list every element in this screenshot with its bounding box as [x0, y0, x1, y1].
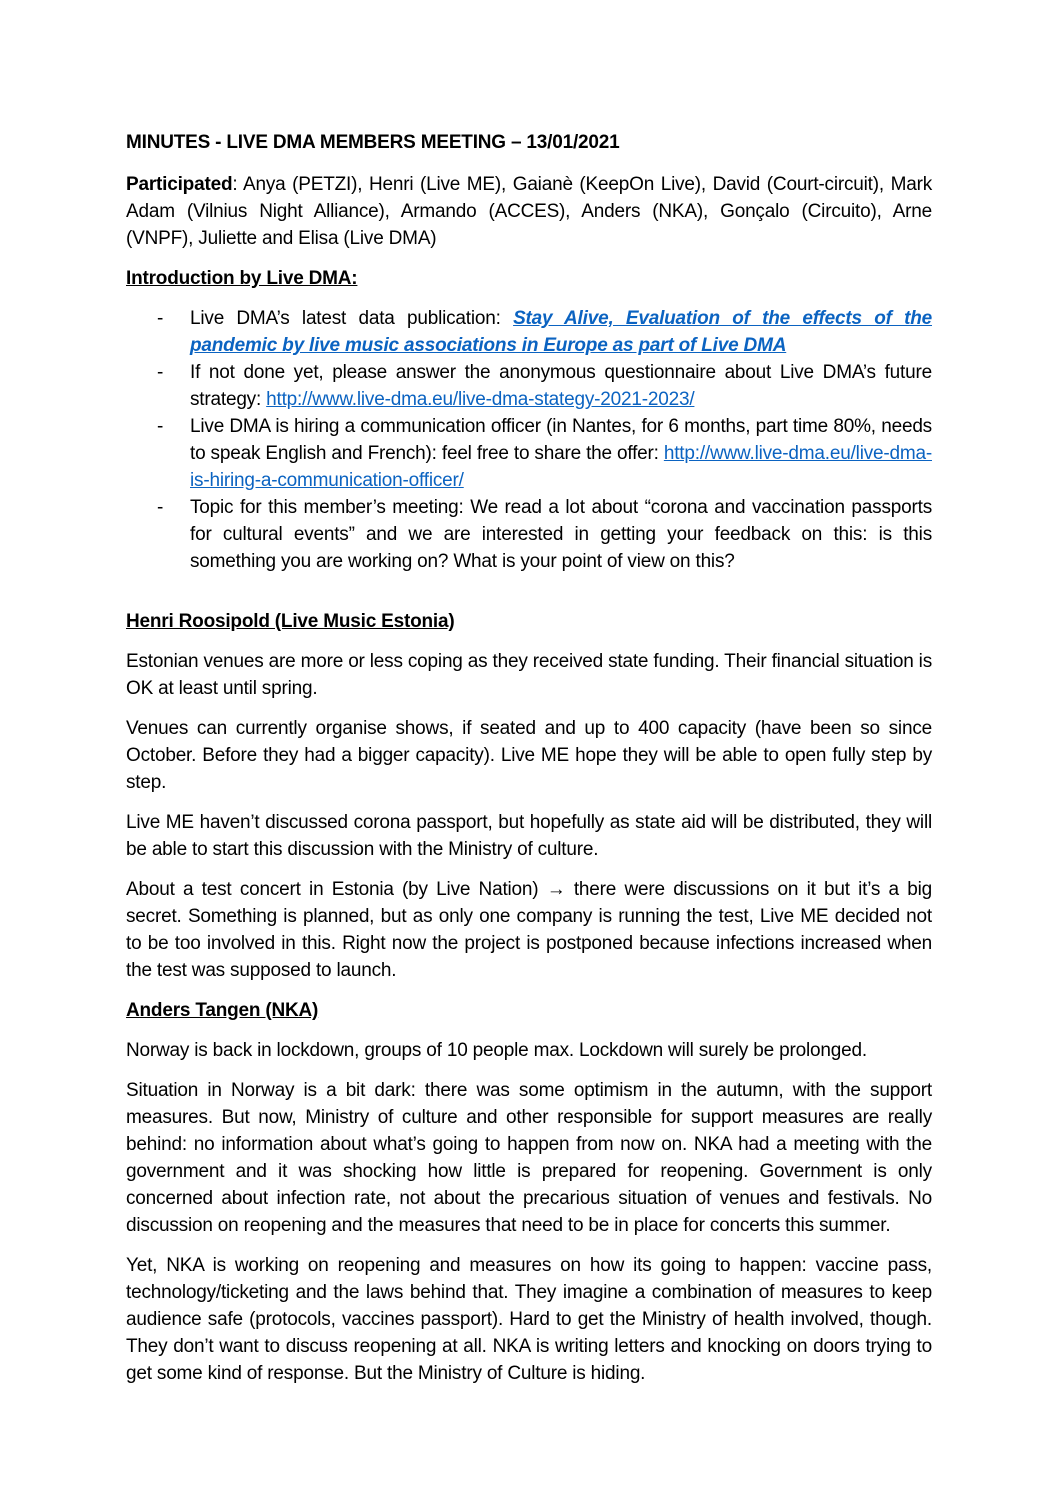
link-hiring-offer[interactable]: http://www.live-dma.eu/live-dma-is-hiring-a-communication-officer/ [190, 443, 932, 491]
paragraph-henri-3: Live ME haven’t discussed corona passport, but hopefully as state aid will be distributed, they will be able to start this discussion with the Ministry of culture. [126, 812, 932, 860]
paragraph-anders-2: Situation in Norway is a bit dark: there was some optimism in the autumn, with the support measures. But now, Ministry of culture and other responsible for support measures are really behind: no information about what’s going to happen from now on. NKA had a meeting with the government and it was shocking how little is prepared for reopening. Government is only concerned about infection rate, not about the precarious situation of venues and festivals. No discussion on reopening and the measures that need to be in place for concerts this summer. [126, 1080, 932, 1236]
dash-bullet-marker: - [157, 416, 164, 437]
list-item-text: If not done yet, please answer the anonymous questionnaire about Live DMA’s future strategy: [190, 362, 932, 410]
participants-paragraph [126, 171, 932, 252]
section-heading-anders: Anders Tangen (NKA) [126, 1000, 319, 1021]
list-item-text: Live DMA’s latest data publication: [190, 308, 514, 329]
paragraph-henri-4: About a test concert in Estonia (by Live Nation) → there were discussions on it but it’s a big secret. Something is planned, but as only one company is running the test, Live ME decided not to be too involved in this. Right now the project is postponed because infections increased when the test was supposed to launch. [126, 879, 932, 981]
section-heading-introduction: Introduction by Live DMA: [126, 268, 358, 289]
paragraph-henri-2: Venues can currently organise shows, if seated and up to 400 capacity (have been so since October. Before they had a bigger capacity). Live ME hope they will be able to open fully step by step. [126, 718, 932, 793]
link-stay-alive-publication[interactable]: Stay Alive, Evaluation of the effects of the pandemic by live music associations in Europe as part of Live DMA [190, 308, 932, 356]
link-strategy-questionnaire[interactable]: http://www.live-dma.eu/live-dma-stategy-2021-2023/ [266, 389, 695, 410]
paragraph-anders-3: Yet, NKA is working on reopening and measures on how its going to happen: vaccine pass, technology/ticketing and the laws behind that. They imagine a combination of measures to keep audience safe (protocols, vaccines passport). Hard to get the Ministry of health involved, though. They don’t want to discuss reopening at all. NKA is writing letters and knocking on doors trying to get some kind of response. But the Ministry of Culture is hiding. [126, 1255, 932, 1384]
list-item-questionnaire [126, 359, 932, 413]
paragraph-henri-1: Estonian venues are more or less coping as they received state funding. Their financial situation is OK at least until spring. [126, 651, 932, 699]
list-item-meeting-topic [126, 494, 932, 575]
participants-label: Participated [126, 174, 233, 195]
list-item-hiring [126, 413, 932, 494]
participants-text: : Anya (PETZI), Henri (Live ME), Gaianè (KeepOn Live), David (Court-circuit), Mark Adam (Vilnius Night Alliance), Armando (ACCES), Anders (NKA), Gonçalo (Circuito), Arne (VNPF), Juliette and Elisa (Live DMA) [126, 174, 932, 249]
dash-bullet-marker: - [157, 308, 164, 329]
document-title: MINUTES - LIVE DMA MEMBERS MEETING – 13/01/2021 [126, 132, 620, 153]
dash-bullet-marker: - [157, 497, 164, 518]
list-item-text: Topic for this member’s meeting: We read a lot about “corona and vaccination passports for cultural events” and we are interested in getting your feedback on this: is this something you are working on? What is your point of view on this? [190, 497, 932, 572]
intro-bullet-list [126, 305, 932, 575]
list-item-publication [126, 305, 932, 359]
list-item-text: Live DMA is hiring a communication officer (in Nantes, for 6 months, part time 80%, needs to speak English and French): feel free to share the offer: [190, 416, 932, 464]
section-heading-henri: Henri Roosipold (Live Music Estonia) [126, 611, 455, 632]
paragraph-anders-1: Norway is back in lockdown, groups of 10 people max. Lockdown will surely be prolonged. [126, 1040, 867, 1061]
dash-bullet-marker: - [157, 362, 164, 383]
